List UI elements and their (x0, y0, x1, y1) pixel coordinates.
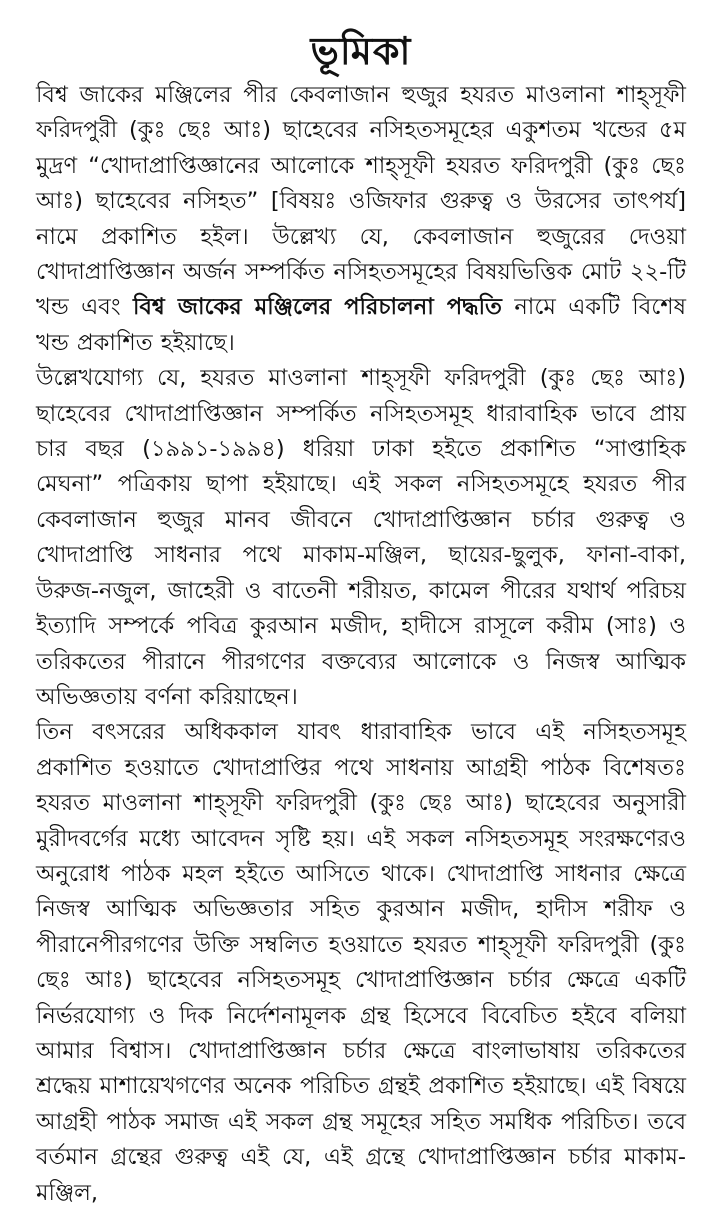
paragraph-2: উল্লেখযোগ্য যে, হযরত মাওলানা শাহ্‌সূফী ফরিদপুরী (কুঃ ছেঃ আঃ) ছাহেবের খোদাপ্রাপ্তিজ্ঞান সম্পর্কিত নসিহতসমূহ ধারাবাহিক ভাবে প্রায় চার বছর (১৯৯১-১৯৯৪) ধরিয়া ঢাকা হইতে প্রকাশিত “সাপ্তাহিক মেঘনা” পত্রিকায় ছাপা হইয়াছে। এই সকল নসিহতসমূহে হযরত পীর কেবলাজান হুজুর মানব জীবনে খোদাপ্রাপ্তিজ্ঞান চর্চার গুরুত্ব ও খোদাপ্রাপ্তি সাধনার পথে মাকাম-মঞ্জিল, ছায়ের-ছুলুক, ফানা-বাকা, উরুজ-নজুল, জাহেরী ও বাতেনী শরীয়ত, কামেল পীরের যথার্থ পরিচয় ইত্যাদি সম্পর্কে পবিত্র কুরআন মজীদ, হাদীসে রাসূলে করীম (সাঃ) ও তরিকতের পীরানে পীরগণের বক্তব্যের আলোকে ও নিজস্ব আত্মিক অভিজ্ঞতায় বর্ণনা করিয়াছেন। (36, 365, 687, 710)
page-title: ভূমিকা (310, 29, 412, 73)
paragraph-1-bold-text: বিশ্ব জাকের মঞ্জিলের পরিচালনা পদ্ধতি (132, 294, 502, 321)
paragraph-1-text-after: নামে একটি বিশেষ খন্ড প্রকাশিত হইয়াছে। (36, 294, 687, 356)
paragraph-3: তিন বৎসরের অধিককাল যাবৎ ধারাবাহিক ভাবে এই নসিহতসমূহ প্রকাশিত হওয়াতে খোদাপ্রাপ্তির পথে সাধনায় আগ্রহী পাঠক বিশেষতঃ হযরত মাওলানা শাহ্‌সূফী ফরিদপুরী (কুঃ ছেঃ আঃ) ছাহেবের অনুসারী মুরীদবর্গের মধ্যে আবেদন সৃষ্টি হয়। এই সকল নসিহতসমূহ সংরক্ষণেরও অনুরোধ পাঠক মহল হইতে আসিতে থাকে। খোদাপ্রাপ্তি সাধনার ক্ষেত্রে নিজস্ব আত্মিক অভিজ্ঞতার সহিত কুরআন মজীদ, হাদীস শরীফ ও পীরানেপীরগণের উক্তি সম্বলিত হওয়াতে হযরত শাহ্‌সূফী ফরিদপুরী (কুঃ ছেঃ আঃ) ছাহেবের নসিহতসমূহ খোদাপ্রাপ্তিজ্ঞান চর্চার ক্ষেত্রে একটি নির্ভরযোগ্য ও দিক নির্দেশনামূলক গ্রন্থ হিসেবে বিবেচিত হইবে বলিয়া আমার বিশ্বাস। খোদাপ্রাপ্তিজ্ঞান চর্চার ক্ষেত্রে বাংলাভাষায় তরিকতের শ্রদ্ধেয় মাশায়েখগণের অনেক পরিচিত গ্রন্থই প্রকাশিত হইয়াছে। এই বিষয়ে আগ্রহী পাঠক সমাজ এই সকল গ্রন্থ সমূহের সহিত সমধিক পরিচিত। তবে বর্তমান গ্রন্থের গুরুত্ব এই যে, এই গ্রন্থে খোদাপ্রাপ্তিজ্ঞান চর্চার মাকাম-মঞ্জিল, (36, 719, 686, 1206)
paragraph-1 (36, 78, 686, 361)
paragraph-1-text-before: বিশ্ব জাকের মঞ্জিলের পীর কেবলাজান হুজুর হযরত মাওলানা শাহ্‌সূফী ফরিদপুরী (কুঃ ছেঃ আঃ) ছাহেবের নসিহতসমূহের একুশতম খন্ডের ৫ম মুদ্রণ “খোদাপ্রাপ্তিজ্ঞানের আলোকে শাহ্‌সূফী হযরত ফরিদপুরী (কুঃ ছেঃ আঃ) ছাহেবের নসিহত” [বিষয়ঃ ওজিফার গুরুত্ব ও উরসের তাৎপর্য] নামে প্রকাশিত হইল। উল্লেখ্য যে, কেবলাজান হুজুরের দেওয়া খোদাপ্রাপ্তিজ্ঞান অর্জন সম্পর্কিত নসিহতসমূহের বিষয়ভিত্তিক মোট ২২-টি খন্ড এবং (36, 82, 686, 321)
